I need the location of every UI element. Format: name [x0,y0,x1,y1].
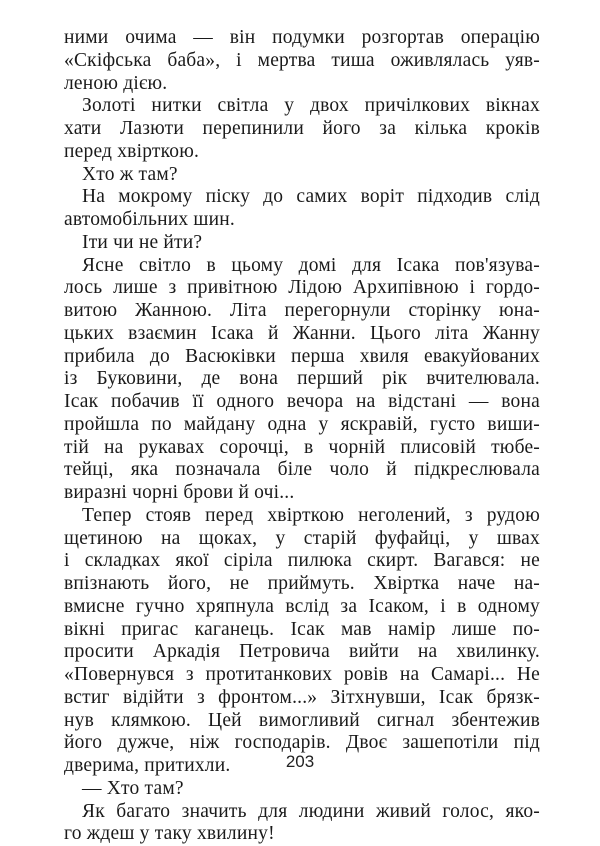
text-line: леною дією. [64,72,168,94]
text-line: На мокрому піску до самих воріт підходив слід [82,186,540,208]
text-line: хати Лазюти перепинили його за кілька кроків [64,118,540,139]
text-line: щетиною на щоках, у старій фуфайці, у швах [64,527,540,549]
body-text [64,27,540,846]
text-line: і складках якої сіріла пилюка скирт. Вагався: не [64,550,540,572]
text-line: ними очима — він подумки розгортав операцію [64,27,540,48]
text-line: тій на рукавах сорочці, в чорній плисовій тюбе- [64,436,540,458]
text-line: Тепер стояв перед хвірткою неголений, з рудою [82,504,540,526]
text-line: лось лише з привітною Лідою Архипівною і гордо- [64,277,540,299]
text-line: вмисне гучно хряпнула вслід за Ісаком, і в одному [64,595,540,617]
text-line: тейці, яка позначала біле чоло й підкреслювала [64,459,540,481]
text-line: перед хвірткою. [64,140,200,162]
text-line: просити Аркадія Петровича вийти на хвилинку. [64,641,540,663]
text-line: із Буковини, де вона перший рік вчителювала. [64,368,540,390]
text-line: витою Жанною. Літа перегорнули сторінку юна- [64,300,540,321]
text-line: цьких взаємин Ісака й Жанни. Цього літа Жанну [64,322,540,344]
text-line: Золоті нитки світла у двох причілкових вікнах [82,95,540,117]
text-line: «Повернувся з протитанкових ровів на Самарі... Не [64,664,540,685]
text-line: Як багато значить для людини живий голос, яко- [82,800,540,822]
text-line: прибила до Васюківки перша хвиля евакуйованих [64,345,540,367]
text-line: пройшла по майдану одна у яскравій, густо виши- [64,413,540,435]
text-line: Ясне світло в цьому домі для Ісака пов'язува- [82,254,540,276]
text-line: автомобільних шин. [64,209,235,230]
text-line: Іти чи не йти? [82,231,203,253]
text-line: Ісак побачив її одного вечора на відстані — вона [64,391,540,412]
text-line: впізнають його, не приймуть. Хвіртка наче на- [64,573,540,594]
text-line: нув клямкою. Цей вимогливий сигнал збентежив [64,709,540,731]
text-line: дверима, притихли. [64,755,231,776]
text-line: виразні чорні брови й очі... [64,482,295,503]
text-line: його дужче, ніж господарів. Двоє зашепотіли під [64,732,540,754]
text-line: вікні пригас каганець. Ісак мав намір лише по- [64,618,540,640]
text-line: го ждеш у таку хвилину! [64,823,275,845]
text-line: Хто ж там? [82,163,178,185]
text-line: — Хто там? [82,777,184,799]
page-number: 203 [285,752,315,771]
text-line: «Скіфська баба», і мертва тиша оживлялась уяв- [64,49,540,71]
text-line: встиг відійти з фронтом...» Зітхнувши, Ісак брязк- [64,686,540,708]
